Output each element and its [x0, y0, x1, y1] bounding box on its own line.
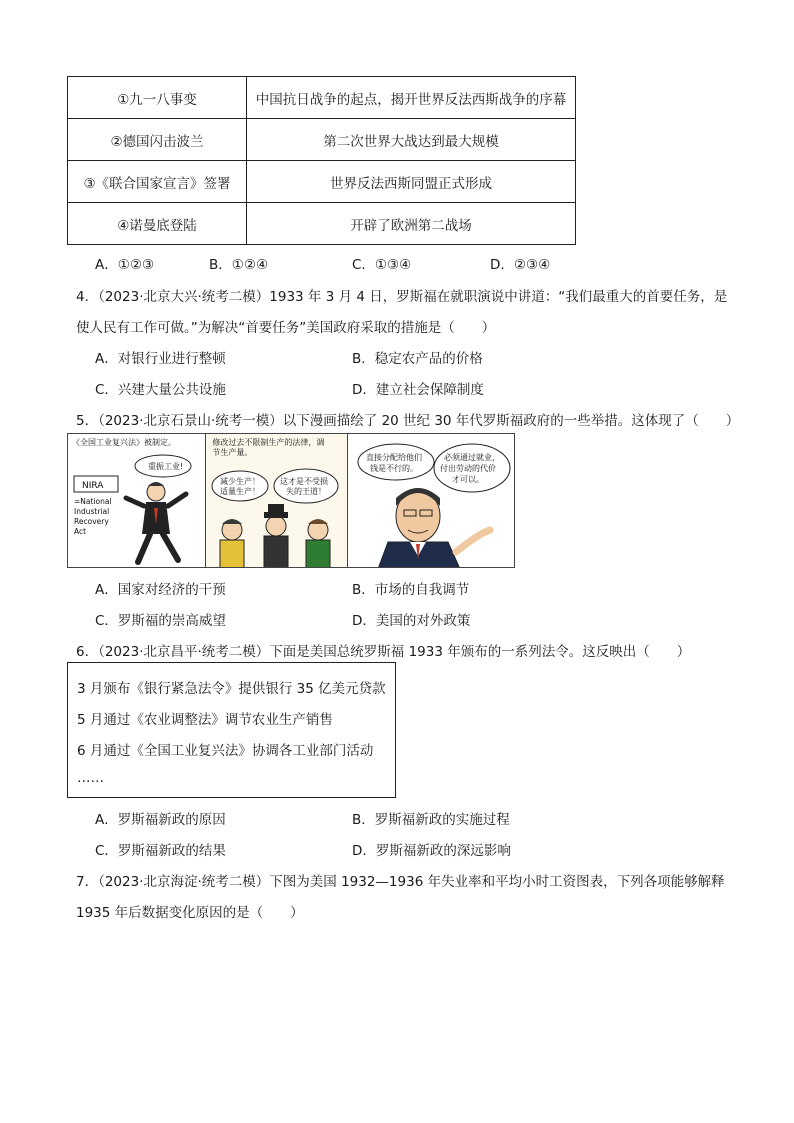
panel1-illustration	[68, 434, 206, 567]
panel3-bubble-left: 钱是不行的。	[369, 464, 418, 473]
event-cell: ③《联合国家宣言》签署	[68, 161, 247, 203]
significance-cell: 开辟了欧洲第二战场	[247, 203, 576, 245]
significance-cell: 中国抗日战争的起点，揭开世界反法西斯战争的序幕	[247, 77, 576, 119]
panel1-sign-title: NIRA	[82, 481, 104, 491]
panel2-bubble-left: 减少生产！	[220, 477, 261, 486]
panel2-bubble-right: 这才是不受损	[280, 477, 329, 486]
panel3-bubble-left: 直接分配给他们	[365, 453, 422, 462]
event-cell: ①九一八事变	[68, 77, 247, 119]
law-list-box	[67, 662, 396, 798]
q3-option-a[interactable]: A．①②③	[95, 257, 155, 273]
q4-option-a[interactable]: A．对银行业进行整顿	[95, 351, 226, 367]
panel1-sign-line: =National	[74, 497, 112, 506]
panel1-sign-line: Act	[74, 527, 87, 536]
q4-option-b[interactable]: B．稳定农产品的价格	[352, 351, 483, 367]
panel3-bubble-right: 必须通过就业，	[443, 453, 500, 462]
significance-cell: 第二次世界大战达到最大规模	[247, 119, 576, 161]
panel2-bubble-left: 适量生产！	[220, 487, 261, 496]
table-row	[68, 119, 576, 161]
panel1-sign-line: Industrial	[74, 507, 110, 516]
law-item: 3 月颁布《银行紧急法令》提供银行 35 亿美元贷款	[77, 681, 386, 697]
law-item: 5 月通过《农业调整法》调节农业生产销售	[77, 712, 333, 728]
q6-stem: 6．（2023·北京昌平·统考二模）下面是美国总统罗斯福 1933 年颁布的一系列法令。这反映出（ ）	[76, 644, 691, 660]
q7-stem-line1: 7．（2023·北京海淀·统考二模）下图为美国 1932—1936 年失业率和平均小时工资图表，下列各项能够解释	[76, 874, 725, 890]
q5-option-b[interactable]: B．市场的自我调节	[352, 582, 470, 598]
panel3-bubble-right: 付出劳动的代价	[439, 464, 496, 473]
q4-stem-line2: 使人民有工作可做。”为解决“首要任务”美国政府采取的措施是（ ）	[76, 320, 496, 336]
q5-option-d[interactable]: D．美国的对外政策	[352, 613, 471, 629]
table-row	[68, 77, 576, 119]
table-row	[68, 161, 576, 203]
panel3-bubble-right: 才可以。	[451, 475, 484, 484]
q4-option-c[interactable]: C．兴建大量公共设施	[95, 382, 226, 398]
comic-panel-3	[348, 434, 514, 567]
q6-option-a[interactable]: A．罗斯福新政的原因	[95, 812, 226, 828]
panel2-bubble-right: 失的王道！	[286, 487, 327, 496]
comic-panel-1	[68, 434, 206, 567]
q6-option-c[interactable]: C．罗斯福新政的结果	[95, 843, 226, 859]
q3-option-d[interactable]: D．②③④	[490, 257, 551, 273]
panel1-sign-line: Recovery	[74, 517, 109, 526]
panel3-illustration	[348, 434, 514, 567]
law-item-ellipsis: ……	[77, 770, 104, 786]
panel1-bubble: 重振工业!	[148, 462, 184, 471]
q5-option-a[interactable]: A．国家对经济的干预	[95, 582, 226, 598]
law-item: 6 月通过《全国工业复兴法》协调各工业部门活动	[77, 743, 374, 759]
table-row	[68, 203, 576, 245]
event-cell: ④诺曼底登陆	[68, 203, 247, 245]
q7-stem-line2: 1935 年后数据变化原因的是（ ）	[76, 905, 304, 921]
significance-cell: 世界反法西斯同盟正式形成	[247, 161, 576, 203]
q3-option-b[interactable]: B．①②④	[209, 257, 269, 273]
q6-option-d[interactable]: D．罗斯福新政的深远影响	[352, 843, 511, 859]
panel1-caption: 《全国工业复兴法》被制定。	[72, 438, 176, 447]
event-cell: ②德国闪击波兰	[68, 119, 247, 161]
comic-panel-2	[206, 434, 347, 567]
q6-option-b[interactable]: B．罗斯福新政的实施过程	[352, 812, 510, 828]
q5-option-c[interactable]: C．罗斯福的崇高威望	[95, 613, 226, 629]
q5-stem: 5．（2023·北京石景山·统考一模）以下漫画描绘了 20 世纪 30 年代罗斯福政府的一些举措。这体现了（ ）	[76, 413, 740, 429]
comic-strip	[67, 433, 515, 568]
panel2-illustration	[206, 434, 347, 567]
event-table	[67, 76, 576, 245]
q3-option-c[interactable]: C．①③④	[352, 257, 412, 273]
q4-option-d[interactable]: D．建立社会保障制度	[352, 382, 484, 398]
panel2-caption-line2: 节生产量。	[212, 448, 253, 457]
q4-stem-line1: 4．（2023·北京大兴·统考二模）1933 年 3 月 4 日，罗斯福在就职演说中讲道：“我们最重大的首要任务，是	[76, 289, 728, 305]
panel2-caption-line1: 修改过去不限制生产的法律，调	[212, 438, 325, 447]
